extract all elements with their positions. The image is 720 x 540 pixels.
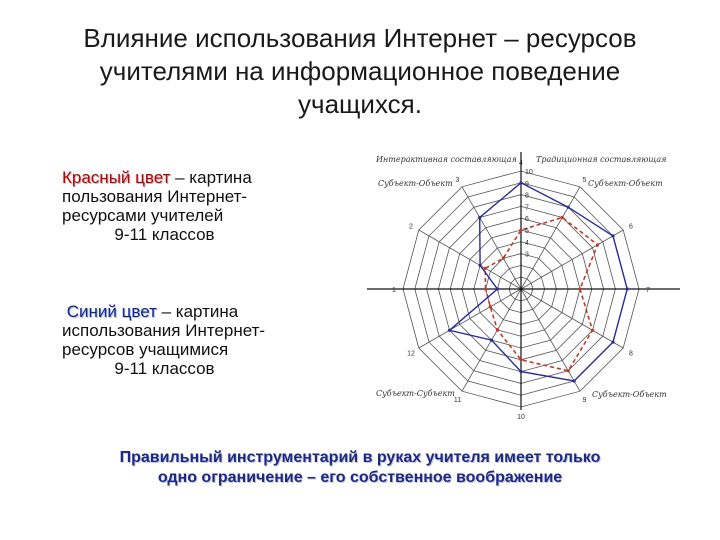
series-point [484,287,487,290]
series-point [519,228,522,231]
ring-label: 10 [525,169,533,176]
series-point [567,206,570,209]
series-polygon [450,180,628,381]
ring-label: 6 [525,216,529,224]
series-point [484,267,487,270]
axis-label: 4 [519,160,523,167]
series-point [490,339,493,342]
series-point [496,328,499,331]
series-point [519,370,522,373]
axis-label: 2 [409,223,413,231]
series-point [578,287,581,290]
series-point [611,234,614,237]
radar-grid [367,152,680,410]
ring-label: 7 [525,204,529,212]
axis-label: 10 [517,414,525,421]
quadrant-label-lower-right: Субъект-Объект [592,390,667,399]
axis-label: 6 [629,223,633,231]
series-point [502,257,505,260]
legend-blue-label: Синий цвет [66,302,157,321]
quadrant-label-top-right: Традиционная составляющая [536,155,667,164]
legend-blue-text-4: 9-11 классов [114,359,215,378]
quadrant-label-top-left: Интерактивная составляющая [376,155,517,164]
quadrant-label-lower-left: Субъект-Субъект [376,389,455,398]
series-point [611,341,614,344]
legend-red-text-4: 9-11 классов [114,225,215,244]
quadrant-label-upper-left: Субъект-Объект [378,179,453,188]
title-line-3: учащихся. [298,89,422,119]
bottom-note-line-1: Правильный инструментарий в руках учителя имеет только [119,449,601,466]
series-point [479,264,482,267]
bottom-note [40,448,680,488]
legend-red-text-2: пользования Интернет- [62,187,248,206]
series-point [573,379,576,382]
bottom-note-line-2: одно ограничение – его собственное воображение [157,469,563,486]
series-point [626,287,629,290]
legend-red-text-1: – картина [170,168,252,187]
series-point [567,369,570,372]
quadrant-label-upper-right: Субъект-Объект [588,179,663,188]
ring-label: 9 [525,180,529,188]
legend-blue-text-2: использования Интернет- [62,321,266,340]
series-polygon [485,218,597,371]
series-point [448,329,451,332]
ring-label: 8 [525,192,529,200]
legend-blue-text-3: ресурсов учащимися [62,340,229,359]
axis-label: 1 [392,287,396,294]
axis-label: 5 [582,177,587,184]
axis-label: 3 [455,177,460,184]
legend-blue-text-1: – картина [156,302,239,321]
title-line-1: Влияние использования Интернет – ресурсов [83,23,637,53]
series-point [519,358,522,361]
series-point [478,216,481,219]
legend-red-label: Красный цвет [62,168,171,187]
axis-label: 11 [453,397,462,404]
series-point [496,287,499,290]
series-point [591,329,594,332]
ring-label: 3 [525,251,529,259]
ring-label: 5 [525,228,529,235]
axis-label: 8 [629,350,633,358]
series-point [596,243,599,246]
axis-label: 12 [407,350,415,358]
title-line-2: учителями на информационное поведение [99,56,621,86]
axis-label: 7 [646,287,650,294]
legend-red-text-3: ресурсами учителей [62,206,224,225]
series-point [519,181,522,184]
ring-label: 4 [525,239,529,247]
series-point [561,216,564,219]
series-point [489,305,492,308]
axis-label: 9 [582,397,587,404]
